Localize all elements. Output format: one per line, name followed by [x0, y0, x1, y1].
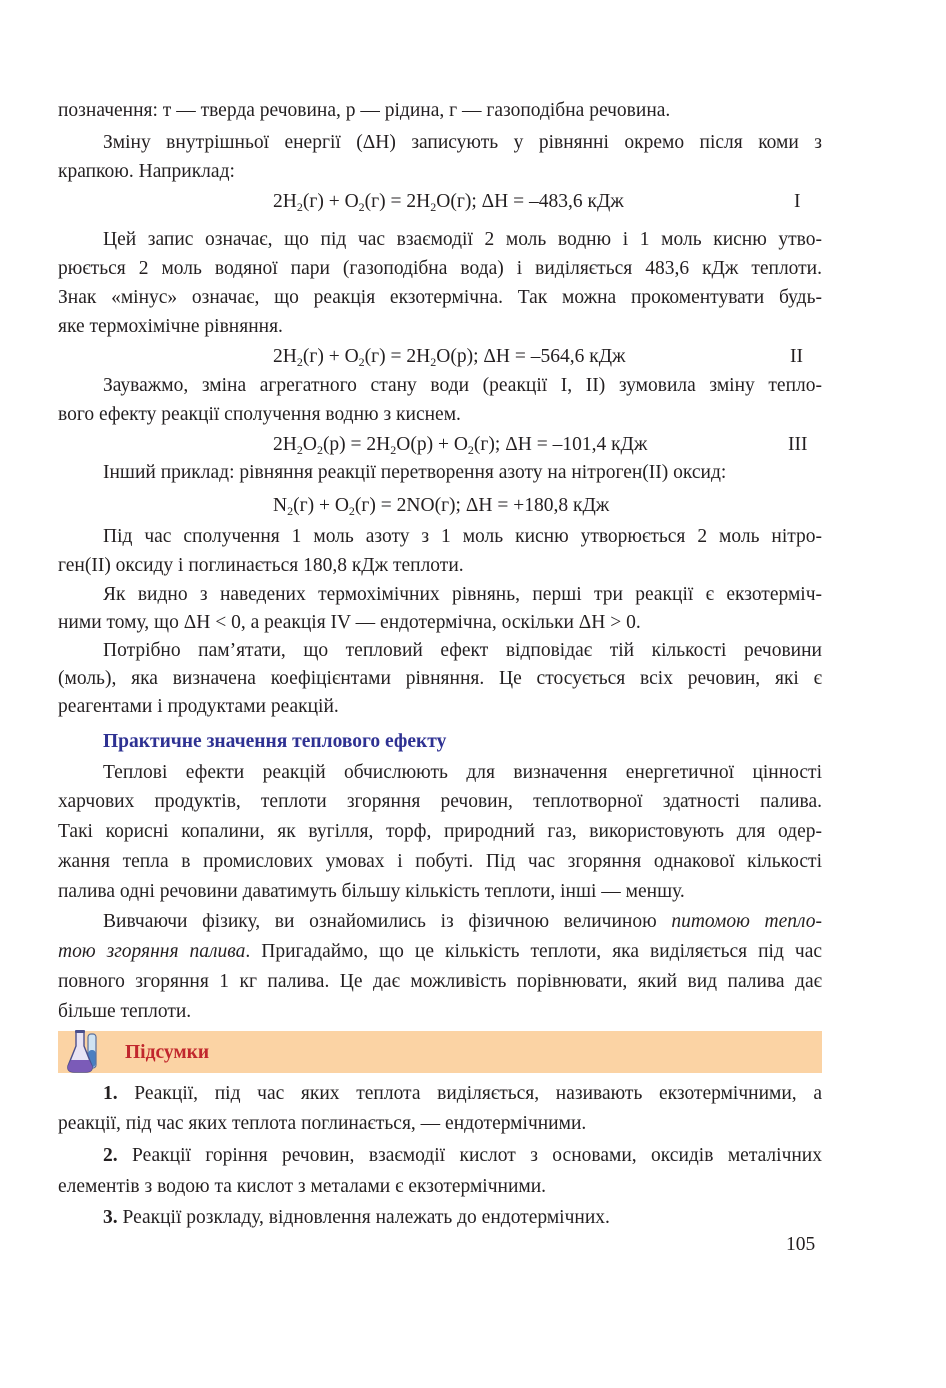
text-line: Такі корисні копалини, як вугілля, торф, природний газ, використовують для одер- — [58, 821, 822, 842]
text-line: Зміну внутрішньої енергії (ΔH) записують у рівнянні окремо після коми з — [103, 132, 822, 153]
text-line: Як видно з наведених термохімічних рівнянь, перші три реакції є екзотерміч- — [103, 584, 822, 605]
text-line: Знак «мінус» означає, що реакція екзотермічна. Так можна прокоментувати будь- — [58, 287, 822, 308]
summary-item: 2. Реакції горіння речовин, взаємодії кислот з основами, оксидів металічних — [103, 1145, 822, 1166]
text-line: Теплові ефекти реакцій обчислюють для визначення енергетичної цінності — [103, 762, 822, 783]
page-number: 105 — [786, 1234, 816, 1255]
summary-title: Підсумки — [125, 1042, 210, 1063]
equation-1: $2H_2(г) + O_2(г) = 2H_2O(г)$; ΔH = –483,6 кДж — [273, 191, 624, 214]
text-line: крапкою. Наприклад: — [58, 161, 235, 182]
summary-item: 1. Реакції, під час яких теплота виділяється, називають екзотермічними, а — [103, 1083, 822, 1104]
text-line: Інший приклад: рівняння реакції перетворення азоту на нітроген(II) оксид: — [103, 462, 727, 483]
equation-3: $2H_2O_2(р) = 2H_2O(р) + O_2(г)$; ΔH = –101,4 кДж — [273, 434, 648, 457]
text-line: Цей запис означає, що під час взаємодії 2 моль водню і 1 моль кисню утво- — [103, 229, 822, 250]
text-line: ними тому, що ΔH < 0, а реакція IV — ендотермічна, оскільки ΔH > 0. — [58, 612, 641, 633]
text-line: Потрібно пам’ятати, що тепловий ефект відповідає тій кількості речовини — [103, 640, 822, 661]
summary-item: реакції, під час яких теплота поглинається, — ендотермічними. — [58, 1113, 587, 1134]
text-line: Зауважмо, зміна агрегатного стану води (реакції I, II) зумовила зміну тепло- — [103, 375, 822, 396]
summary-item: 3. Реакції розкладу, відновлення належать до ендотермічних. — [103, 1207, 610, 1228]
section-heading: Практичне значення теплового ефекту — [103, 731, 447, 752]
summary-item: елементів з водою та кислот з металами є екзотермічними. — [58, 1176, 547, 1197]
text-line: тою згоряння палива. Пригадаймо, що це кількість теплоти, яка виділяється під час — [58, 941, 822, 962]
text-line: Вивчаючи фізику, ви ознайомились із фізичною величиною питомою тепло- — [103, 911, 822, 932]
text-line: вого ефекту реакції сполучення водню з киснем. — [58, 404, 461, 425]
equation-label: II — [790, 346, 803, 367]
equation-4: $N_2(г) + O_2(г) = 2NO(г)$; ΔH = +180,8 кДж — [273, 495, 610, 518]
text-line: харчових продуктів, теплоти згоряння речовин, теплотворної здатності палива. — [58, 791, 822, 812]
equation-label: III — [788, 434, 808, 455]
text-line: позначення: т — тверда речовина, р — рідина, г — газоподібна речовина. — [58, 100, 671, 121]
text-line: палива одні речовини даватимуть більшу кількість теплоти, інші — меншу. — [58, 881, 685, 902]
text-line: ген(II) оксиду і поглинається 180,8 кДж теплоти. — [58, 555, 464, 576]
text-line: Під час сполучення 1 моль азоту з 1 моль кисню утворюється 2 моль нітро- — [103, 526, 822, 547]
text-line: повного згоряння 1 кг палива. Це дає можливість порівнювати, який вид палива дає — [58, 971, 822, 992]
text-line: рюється 2 моль водяної пари (газоподібна вода) і виділяється 483,6 кДж теплоти. — [58, 258, 822, 279]
equation-2: $2H_2(г) + O_2(г) = 2H_2O(р)$; ΔH = –564,6 кДж — [273, 346, 626, 369]
text-line: (моль), яка визначена коефіцієнтами рівняння. Це стосується всіх речовин, які є — [58, 668, 822, 689]
text-line: більше теплоти. — [58, 1001, 192, 1022]
flask-icon — [66, 1028, 106, 1076]
equation-label: I — [794, 191, 801, 212]
text-line: жання тепла в промислових умовах і побуті. Під час згоряння однакової кількості — [58, 851, 822, 872]
text-line: яке термохімічне рівняння. — [58, 316, 283, 337]
text-line: реагентами і продуктами реакцій. — [58, 696, 339, 717]
